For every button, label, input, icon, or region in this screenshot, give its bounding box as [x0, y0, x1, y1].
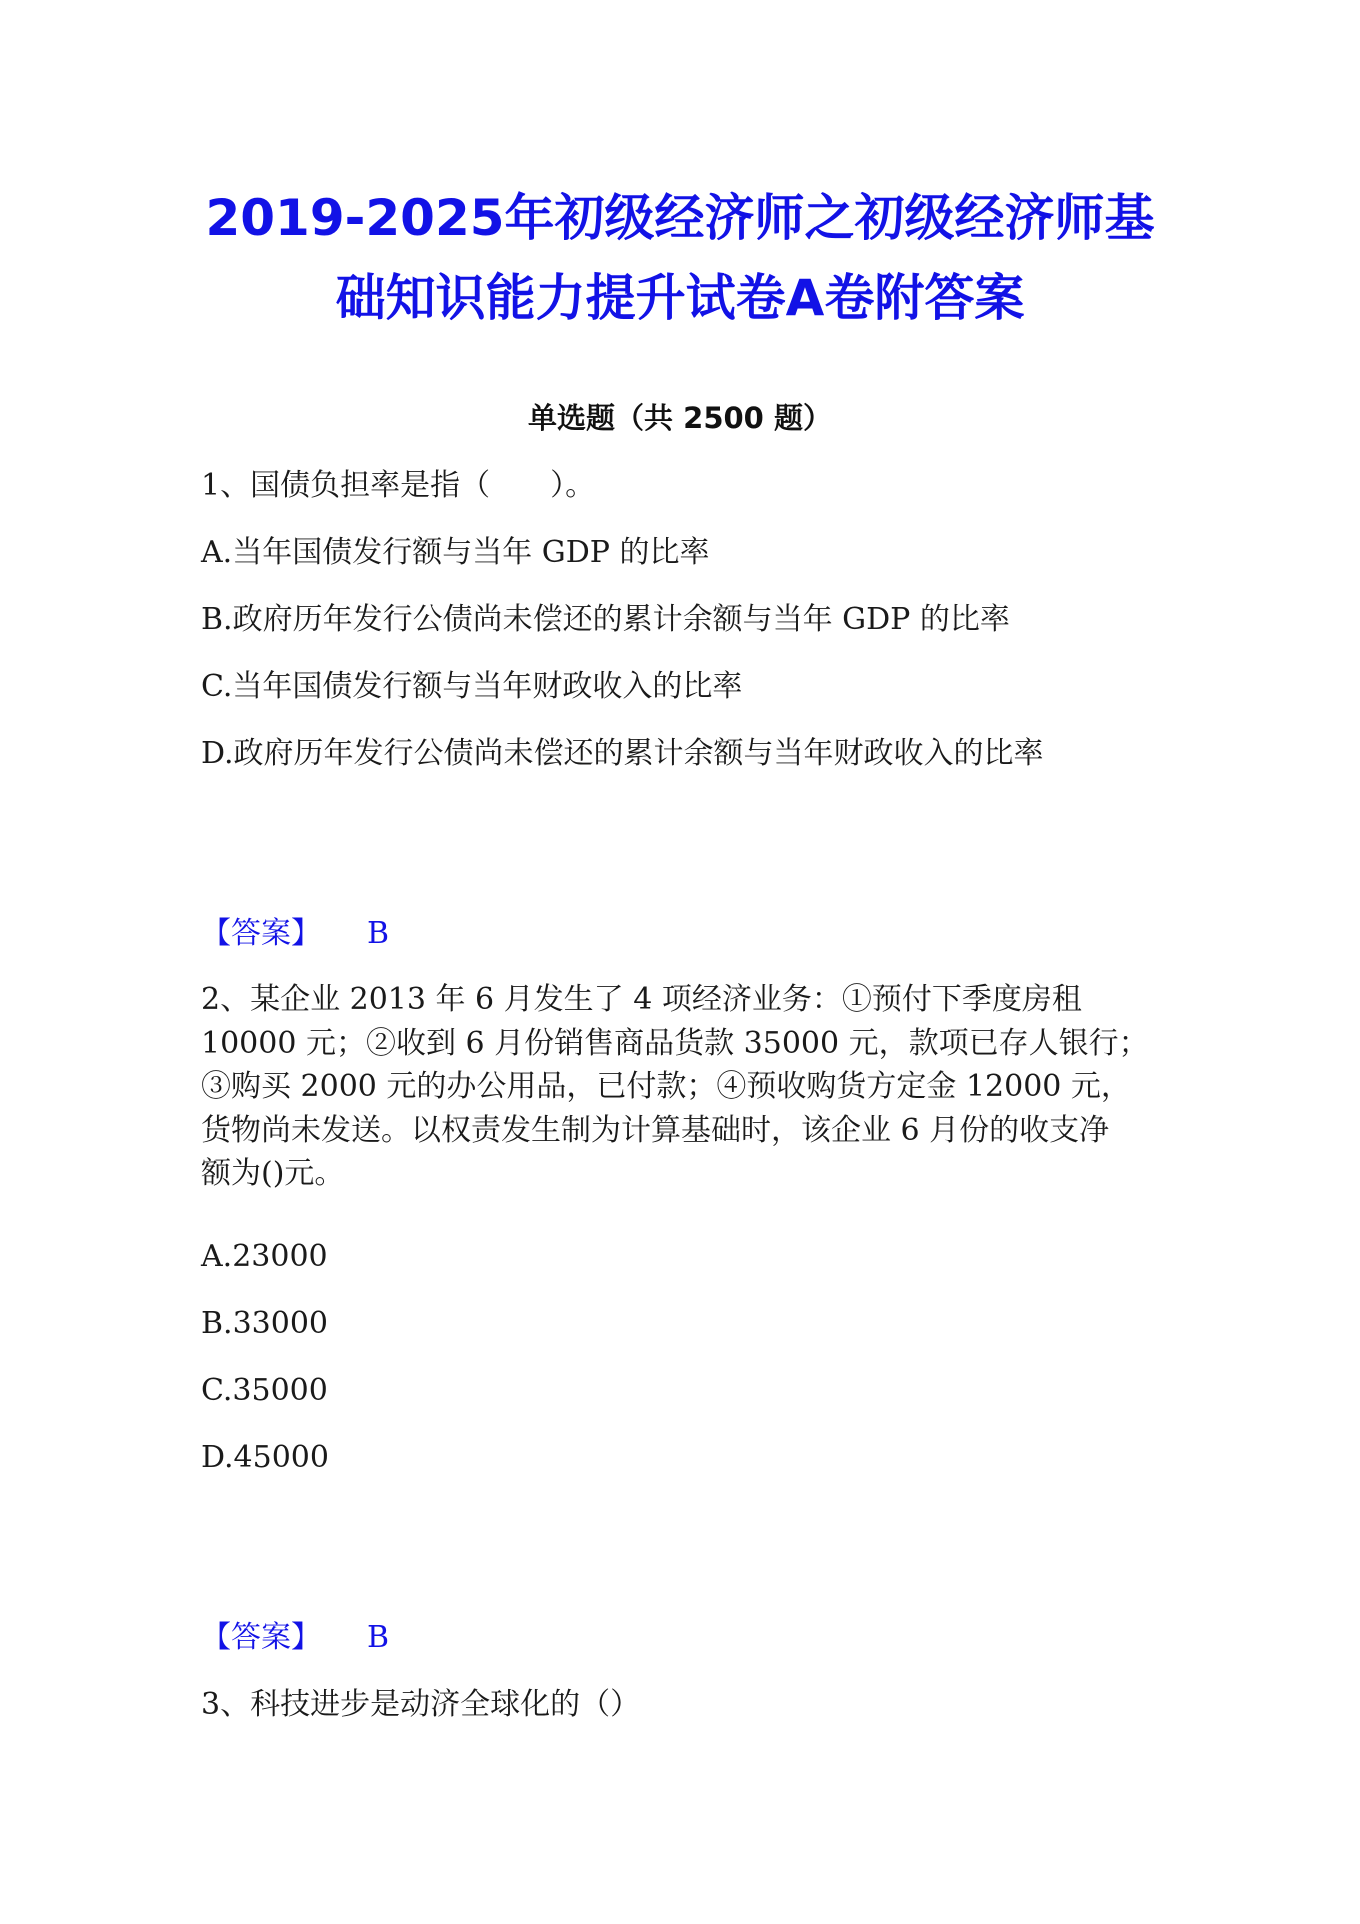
- question-1-option-c: C.当年国债发行额与当年财政收入的比率: [201, 669, 743, 704]
- question-1-stem: 1、国债负担率是指（ ）。: [201, 468, 596, 503]
- answer-label: 【答案】: [201, 916, 321, 951]
- answer-value: B: [367, 1620, 390, 1655]
- section-heading: 单选题（共 2500 题）: [528, 401, 832, 435]
- document-title-line-2: 础知识能力提升试卷A卷附答案: [335, 269, 1025, 327]
- question-2-stem-line-1: 2、某企业 2013 年 6 月发生了 4 项经济业务：①预付下季度房租: [201, 982, 1082, 1017]
- question-2-option-c: C.35000: [201, 1373, 328, 1408]
- question-2-stem-line-5: 额为()元。: [201, 1156, 345, 1191]
- question-2-stem: [201, 978, 1161, 1196]
- question-2-stem-line-3: ③购买 2000 元的办公用品，已付款；④预收购货方定金 12000 元，: [201, 1069, 1131, 1104]
- question-3-stem: 3、科技进步是动济全球化的（）: [201, 1687, 641, 1722]
- question-2-stem-line-4: 货物尚未发送。以权责发生制为计算基础时，该企业 6 月份的收支净: [201, 1112, 1110, 1148]
- document-title: [120, 178, 1240, 338]
- question-1-option-a: A.当年国债发行额与当年 GDP 的比率: [201, 535, 710, 570]
- question-1-option-b: B.政府历年发行公债尚未偿还的累计余额与当年 GDP 的比率: [201, 602, 1010, 637]
- question-1-option-d: D.政府历年发行公债尚未偿还的累计余额与当年财政收入的比率: [201, 736, 1044, 771]
- question-2-option-d: D.45000: [201, 1440, 329, 1475]
- answer-value: B: [367, 916, 390, 951]
- question-2-option-b: B.33000: [201, 1306, 329, 1341]
- answer-label: 【答案】: [201, 1620, 321, 1655]
- question-2-stem-line-2: 10000 元；②收到 6 月份销售商品货款 35000 元，款项已存人银行；: [201, 1025, 1149, 1061]
- question-2-option-a: A.23000: [201, 1239, 328, 1274]
- document-title-line-1: 2019-2025年初级经济师之初级经济师基: [205, 189, 1155, 247]
- question-2-answer: [201, 1616, 389, 1660]
- question-1-answer: [201, 912, 389, 956]
